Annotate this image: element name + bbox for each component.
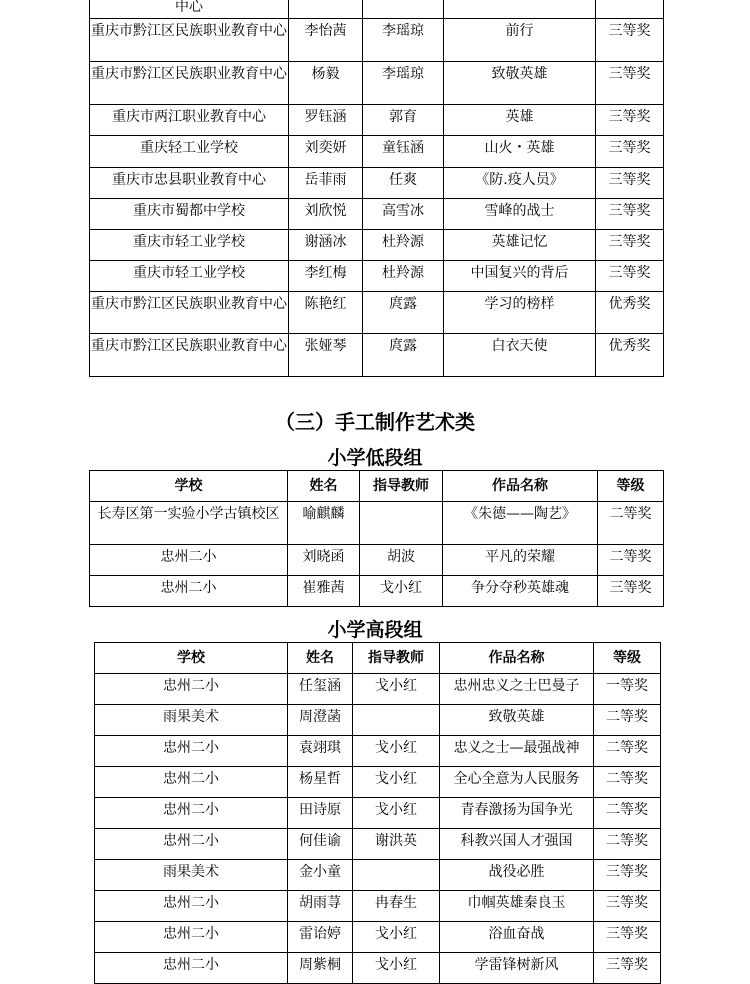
header-row: [95, 643, 661, 674]
table-row: [95, 798, 661, 829]
teacher-cell: 任爽: [363, 168, 444, 199]
work-cell: 忠义之士—最强战神: [440, 736, 594, 767]
school-cell: 忠州二小: [95, 829, 288, 860]
teacher-cell: 庹露: [363, 334, 444, 377]
award-cell: [596, 0, 664, 19]
award-cell: 优秀奖: [596, 292, 664, 334]
school-cell: 重庆市黔江区民族职业教育中心: [90, 334, 289, 377]
school-cell: 忠州二小: [95, 736, 288, 767]
award-cell: 三等奖: [596, 261, 664, 292]
work-cell: 山火・英雄: [444, 136, 596, 168]
work-cell: 学习的榜样: [444, 292, 596, 334]
teacher-cell: 戈小红: [353, 953, 440, 984]
award-cell: 三等奖: [596, 136, 664, 168]
school-cell: 忠州二小: [90, 545, 288, 576]
table-row: [90, 19, 664, 62]
teacher-cell: [360, 502, 443, 545]
award-cell: 优秀奖: [596, 334, 664, 377]
name-cell: 崔雅茜: [288, 576, 360, 607]
teacher-cell: 童钰涵: [363, 136, 444, 168]
table-row: [95, 705, 661, 736]
col-header-work: 作品名称: [443, 471, 598, 502]
school-cell: 重庆市轻工业学校: [90, 261, 289, 292]
school-cell: 中心: [90, 0, 289, 19]
table-row: [90, 576, 664, 607]
table-row: [95, 860, 661, 891]
award-cell: 二等奖: [594, 829, 661, 860]
work-cell: 浴血奋战: [440, 922, 594, 953]
teacher-cell: 冉春生: [353, 891, 440, 922]
school-cell: 重庆轻工业学校: [90, 136, 289, 168]
name-cell: 陈艳红: [289, 292, 363, 334]
school-cell: 重庆市蜀都中学校: [90, 199, 289, 230]
name-cell: 周紫桐: [288, 953, 353, 984]
award-cell: 三等奖: [596, 168, 664, 199]
name-cell: 刘晓函: [288, 545, 360, 576]
school-cell: 重庆市轻工业学校: [90, 230, 289, 261]
table-row: [90, 230, 664, 261]
name-cell: 何佳谕: [288, 829, 353, 860]
school-cell: 重庆市黔江区民族职业教育中心: [90, 292, 289, 334]
work-cell: 科教兴国人才强国: [440, 829, 594, 860]
award-cell: 三等奖: [598, 576, 664, 607]
work-cell: 致敬英雄: [444, 62, 596, 105]
award-cell: 二等奖: [598, 545, 664, 576]
teacher-cell: 李瑶琼: [363, 19, 444, 62]
group-title-high: 小学高段组: [327, 619, 423, 641]
school-cell: 忠州二小: [95, 674, 288, 705]
award-cell: 二等奖: [594, 798, 661, 829]
teacher-cell: 戈小红: [353, 767, 440, 798]
name-cell: 谢涵冰: [289, 230, 363, 261]
name-cell: 李红梅: [289, 261, 363, 292]
teacher-cell: 戈小红: [353, 736, 440, 767]
teacher-cell: 杜羚源: [363, 230, 444, 261]
award-cell: 三等奖: [594, 922, 661, 953]
table-row: [95, 953, 661, 984]
name-cell: 杨星哲: [288, 767, 353, 798]
school-cell: 重庆市两江职业教育中心: [90, 105, 289, 136]
work-cell: 全心全意为人民服务: [440, 767, 594, 798]
work-cell: 英雄记忆: [444, 230, 596, 261]
name-cell: 杨毅: [289, 62, 363, 105]
award-cell: 一等奖: [594, 674, 661, 705]
table-row: [90, 0, 664, 19]
table-row: [90, 136, 664, 168]
school-cell: 忠州二小: [95, 922, 288, 953]
work-cell: 巾帼英雄秦良玉: [440, 891, 594, 922]
teacher-cell: 戈小红: [353, 674, 440, 705]
awards-table-high: [94, 642, 661, 984]
teacher-cell: 戈小红: [353, 922, 440, 953]
col-header-award: 等级: [598, 471, 664, 502]
table-row: [90, 261, 664, 292]
teacher-cell: 郭育: [363, 105, 444, 136]
name-cell: 田诗原: [288, 798, 353, 829]
award-cell: 三等奖: [596, 62, 664, 105]
work-cell: 英雄: [444, 105, 596, 136]
work-cell: 致敬英雄: [440, 705, 594, 736]
school-cell: 重庆市黔江区民族职业教育中心: [90, 62, 289, 105]
table-row: [90, 502, 664, 545]
col-header-teacher: 指导教师: [360, 471, 443, 502]
name-cell: 任玺涵: [288, 674, 353, 705]
name-cell: 李怡茜: [289, 19, 363, 62]
name-cell: 金小童: [288, 860, 353, 891]
award-cell: 二等奖: [594, 767, 661, 798]
table-row: [95, 922, 661, 953]
work-cell: 平凡的荣耀: [443, 545, 598, 576]
work-cell: 白衣天使: [444, 334, 596, 377]
table-row: [95, 829, 661, 860]
teacher-cell: 戈小红: [360, 576, 443, 607]
col-header-school: 学校: [90, 471, 288, 502]
school-cell: 忠州二小: [95, 953, 288, 984]
table-row: [95, 891, 661, 922]
group-title-low: 小学低段组: [327, 447, 423, 469]
name-cell: 岳菲雨: [289, 168, 363, 199]
award-cell: 三等奖: [596, 230, 664, 261]
school-cell: 忠州二小: [95, 767, 288, 798]
work-cell: 前行: [444, 19, 596, 62]
awards-table-continued: [89, 0, 664, 377]
table-row: [90, 62, 664, 105]
table-row: [90, 105, 664, 136]
award-cell: 三等奖: [594, 953, 661, 984]
teacher-cell: 李瑶琼: [363, 62, 444, 105]
work-cell: [444, 0, 596, 19]
work-cell: 《朱德——陶艺》: [443, 502, 598, 545]
table-row: [95, 736, 661, 767]
work-cell: 青春激扬为国争光: [440, 798, 594, 829]
col-header-name: 姓名: [288, 643, 353, 674]
award-cell: 三等奖: [596, 105, 664, 136]
table-row: [90, 168, 664, 199]
col-header-name: 姓名: [288, 471, 360, 502]
work-cell: 忠州忠义之士巴曼子: [440, 674, 594, 705]
award-cell: 三等奖: [594, 891, 661, 922]
teacher-cell: 戈小红: [353, 798, 440, 829]
name-cell: 张娅琴: [289, 334, 363, 377]
name-cell: 刘欣悦: [289, 199, 363, 230]
teacher-cell: [363, 0, 444, 19]
school-cell: 忠州二小: [95, 891, 288, 922]
header-row: [90, 471, 664, 502]
table-row: [90, 545, 664, 576]
award-cell: 二等奖: [594, 705, 661, 736]
school-cell: 雨果美术: [95, 860, 288, 891]
teacher-cell: 庹露: [363, 292, 444, 334]
table-row: [95, 674, 661, 705]
school-cell: 忠州二小: [95, 798, 288, 829]
teacher-cell: 高雪冰: [363, 199, 444, 230]
col-header-work: 作品名称: [440, 643, 594, 674]
col-header-award: 等级: [594, 643, 661, 674]
teacher-cell: 杜羚源: [363, 261, 444, 292]
teacher-cell: [353, 860, 440, 891]
name-cell: 喻麒麟: [288, 502, 360, 545]
table-row: [90, 334, 664, 377]
work-cell: 学雷锋树新风: [440, 953, 594, 984]
teacher-cell: 胡波: [360, 545, 443, 576]
awards-table-low: [89, 470, 664, 607]
school-cell: 长寿区第一实验小学古镇校区: [90, 502, 288, 545]
work-cell: 中国复兴的背后: [444, 261, 596, 292]
work-cell: 《防.疫人员》: [444, 168, 596, 199]
school-cell: 重庆市黔江区民族职业教育中心: [90, 19, 289, 62]
teacher-cell: [353, 705, 440, 736]
work-cell: 争分夺秒英雄魂: [443, 576, 598, 607]
col-header-school: 学校: [95, 643, 288, 674]
school-cell: 忠州二小: [90, 576, 288, 607]
school-cell: 雨果美术: [95, 705, 288, 736]
section-title: （三）手工制作艺术类: [275, 410, 475, 434]
work-cell: 战役必胜: [440, 860, 594, 891]
award-cell: 三等奖: [596, 199, 664, 230]
col-header-teacher: 指导教师: [353, 643, 440, 674]
name-cell: 袁翊琪: [288, 736, 353, 767]
award-cell: 三等奖: [594, 860, 661, 891]
name-cell: 雷诒婷: [288, 922, 353, 953]
table-row: [90, 292, 664, 334]
award-cell: 二等奖: [598, 502, 664, 545]
award-cell: 二等奖: [594, 736, 661, 767]
teacher-cell: 谢洪英: [353, 829, 440, 860]
school-cell: 重庆市忠县职业教育中心: [90, 168, 289, 199]
table-row: [90, 199, 664, 230]
work-cell: 雪峰的战士: [444, 199, 596, 230]
name-cell: 周澄菡: [288, 705, 353, 736]
award-cell: 三等奖: [596, 19, 664, 62]
name-cell: 胡雨荨: [288, 891, 353, 922]
name-cell: [289, 0, 363, 19]
name-cell: 罗钰涵: [289, 105, 363, 136]
table-row: [95, 767, 661, 798]
name-cell: 刘奕妍: [289, 136, 363, 168]
